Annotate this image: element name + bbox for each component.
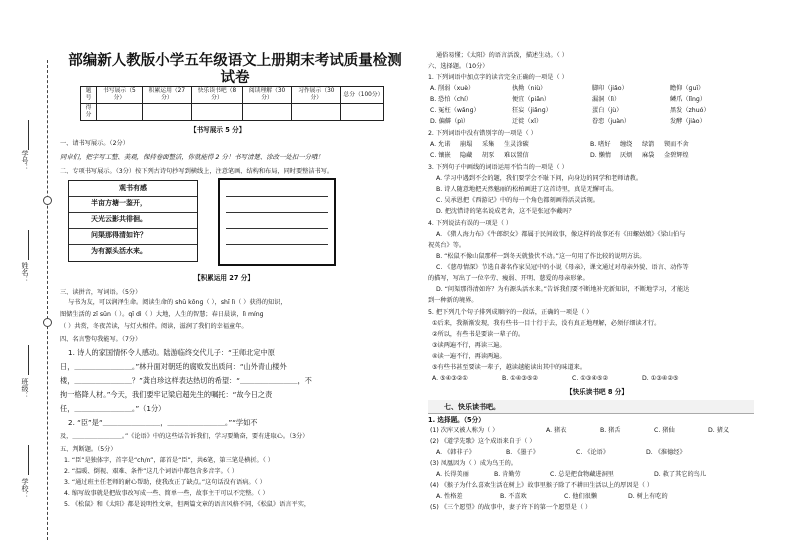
option: 绿箭 (642, 141, 655, 148)
q6-1-stem: 1. 下列词语中加点字的读音完全正确的一项是（ ） (428, 74, 568, 81)
q3-pinyin-line: 图储生活的 zī sūn（ ）。qī dì（ ）大地，人生的智慧；春日晨读，lì mínɡ (60, 311, 264, 318)
option: 狂妄（jiǎnɡ） (512, 107, 552, 114)
q6-4-option: B. “松鼠不像山鼠那样一到冬天就蛰伏不动。”这一句用了作比较的说明方法。 (436, 253, 646, 260)
option: 漏洞（lì） (592, 96, 621, 103)
option: 隐藏 (460, 152, 473, 159)
poem-line: 天光云影共徘徊。 (91, 215, 147, 223)
q2-heading: 二、专项书写展示。（3分）按下列古诗句抄写到横线上，注意笔画、结构和布局，同时要整洁书写。 (60, 168, 334, 175)
score-table-header-row (81, 87, 384, 104)
exam-title-line2: 试卷 (220, 69, 250, 86)
q4-line: 日，＿＿＿＿＿＿＿＿。”林升面对朝廷的腐败发出质问：“山外青山楼外 (60, 362, 287, 371)
q4-line: 2. “臣”是“＿＿＿＿＿＿＿＿，＿＿＿＿＿＿＿＿。”“学如不 (68, 418, 258, 427)
option: A. 《韩非子》 (436, 449, 475, 456)
binding-fill-line-2 (28, 230, 29, 260)
q7-row: (4) 《猴子为什么喜欢生活在树上》故事里猴子除了不耕田生活以上的厚因是（ ） (430, 482, 654, 489)
q4-line: 楼，＿＿＿＿＿＿＿＿？”龚自珍这样表达热切的希望：“＿＿＿＿＿＿＿＿，不 (60, 376, 312, 385)
score-table-score-row (81, 104, 384, 121)
score-header-cell: 习作展示（30分） (292, 87, 341, 104)
q6-1-option-row (430, 96, 706, 105)
q7-row: (5) 《三个愿望》的故事中，妻子许下的第一个愿望是（ ） (430, 504, 592, 511)
option: B. 猪舌 (600, 427, 621, 434)
option: 蛋白（jù） (592, 107, 623, 114)
poem-line: 半亩方塘一鉴开， (91, 199, 147, 207)
binding-fill-line-4 (28, 445, 29, 475)
q7-row: (3) 凤凰因为（ ）成为鸟王的。 (430, 460, 517, 467)
option: A. 削弱（xuè） (430, 85, 475, 92)
score-header-cell: 书写展示（5分） (96, 87, 142, 104)
score-header-cell: 题号 (81, 87, 97, 104)
q4-line: 拘一格降人材。”今天，我们要牢记梁启超先生的嘱托：“故今日之责 (60, 390, 273, 399)
section-writing-header: 【书写展示 5 分】 (190, 126, 246, 134)
binding-banji-label: 班级： (21, 378, 29, 399)
q7-row: (2) 《道学先歌》这个成语来自于（ ） (430, 438, 536, 445)
option: 崩塌 (460, 141, 473, 148)
option: A. 允诺 (430, 141, 451, 148)
option: 眷恋（juàn） (592, 118, 631, 125)
option: D. 懒惰 (590, 152, 612, 159)
option: 厌烦 (620, 152, 633, 159)
q6-heading: 六、选择题。（10分） (428, 63, 489, 70)
score-cell[interactable] (242, 104, 291, 121)
poem-line: 问渠那得清如许？ (91, 231, 147, 239)
q3-pinyin-line: （ ）共赏，冬夜苦读，与灯火相伴。阅读，滋润了我们的幸福童年。 (60, 323, 248, 330)
q7-row (436, 493, 668, 502)
option: 执拗（niù） (512, 85, 547, 92)
q6-1-option-row (430, 107, 710, 116)
q6-4-stem: 4. 下列说法有误的一项是（ ） (428, 220, 513, 227)
handwriting-answer-box[interactable] (218, 178, 336, 266)
option: C. ①③④⑤② (572, 375, 608, 382)
q6-1-option-row (430, 85, 704, 94)
q6-5-stem: 5. 把下列几个句子排列成顺序的一段话，正确的一项是（ ） (428, 309, 593, 316)
option: 锲而不舍 (664, 141, 689, 148)
binding-fill-line-3 (28, 345, 29, 375)
option: 采集 (482, 141, 495, 148)
poem-line: 为有源头活水来。 (91, 247, 147, 255)
q6-3-option: A. 学习中遇到不会的题，我们要学会不耻下问，向身边的同学和老师请教。 (436, 175, 643, 182)
option: D. ①③④②⑤ (642, 375, 679, 382)
option: B. 嗜好 (590, 141, 611, 148)
option: D. 《淮德经》 (646, 449, 686, 456)
option: A. 猪衣 (546, 427, 567, 434)
section-reading-header: 【快乐读书吧 8 分】 (566, 388, 628, 396)
q4-heading: 四、名言警句我能写。（7分） (60, 336, 142, 343)
q6-4-option: 到一种新的境界。 (428, 297, 478, 304)
q6-3-option: C. 吴承恩把《西游记》中的每一个角色都刻画得活灵活现。 (436, 197, 599, 204)
q6-5-sentence: ②所以，有些书是要读一辈子的。 (432, 331, 525, 338)
q3-pinyin-line: 与书为友，可以润泽生命。阅读生命的 shū kōnɡ（ ），shī lì（ ）获得的知识， (68, 299, 287, 306)
option: A. 长得美丽 (436, 471, 469, 478)
q5-item: 3. “通过班主任老师的耐心帮助，使我改正了缺点。”这句话没有语病。（ ） (64, 479, 266, 486)
option: A. 性格差 (436, 493, 463, 500)
q6-5-sentence: ④读一遍不行，再读两遍。 (432, 353, 506, 360)
score-header-cell: 积累运用（27分） (142, 87, 191, 104)
q6-2-option-row (430, 152, 689, 161)
exam-title-line1: 部编新人教版小学五年级语文上册期末考试质量检测 (68, 52, 402, 69)
q6-3-stem: 3. 下列句子中画线的词语运用不恰当的一项是（ ） (428, 164, 568, 171)
binding-dashed-line (47, 60, 48, 540)
score-header-cell: 快乐读书吧（8分） (191, 87, 242, 104)
q6-1-option-row (430, 118, 706, 127)
option: B. 《墨子》 (506, 449, 539, 456)
binding-xuexiao-label: 学校： (21, 478, 29, 499)
option: 脚印（jiǎo） (592, 85, 628, 92)
score-cell[interactable] (96, 104, 142, 121)
option: 胡豕 (482, 152, 495, 159)
q6-4-option: D. “问渠那得清如许？为有源头活水来。”告诉我们要不断地补充新知识，不断地学习，才能达 (436, 286, 690, 293)
q7-banner: 七、快乐读书吧。 (428, 400, 754, 414)
q5-item: 5. 《松鼠》和《太阳》都是说明性文章，但两篇文章的语言风格不同，《松鼠》语言平实， (64, 501, 311, 508)
q6-4-option: C. 《慈母情深》节选自著名作家吴冠中的小说《母亲》，课文通过对母亲外貌、语言、动作等 (436, 264, 689, 271)
option: A. ⑤④③②① (432, 375, 468, 382)
binding-fill-line-1 (28, 120, 29, 150)
option: 麻袋 (642, 152, 655, 159)
q5-item: 2. “温暖、倒视、艰难、条件”这几个词语中都包含多音字。（ ） (64, 468, 239, 475)
score-table (80, 86, 384, 121)
option: 便宜（piān） (512, 96, 551, 103)
q1-handwritten-text: 同卓们，把字写工整、美观，保持卷面整洁，你就能得 2 分！书写清楚、涂改一处扣一分哦！ (60, 153, 324, 161)
q6-4-option: 的描写，写出了一位辛劳、瘦弱、开明、慈爱的母亲形象。 (428, 275, 589, 282)
score-cell[interactable] (292, 104, 341, 121)
option: B. 恐怕（chí） (430, 96, 472, 103)
option: B. 不喜欢 (500, 493, 527, 500)
q7-row (430, 427, 729, 436)
option: 瞻仰（ɡuī） (670, 85, 705, 92)
option: D. 救了其它的鸟儿 (654, 471, 707, 478)
binding-xuehao-label: 学号： (21, 150, 29, 171)
score-header-cell: 总分（100分） (341, 87, 384, 104)
q6-2-stem: 2. 下列词语中没有错别字的一项是（ ） (428, 130, 537, 137)
q1-heading: 一、请书写展示。（2分） (60, 140, 129, 147)
q7-row (436, 471, 706, 480)
option: C. 镶嵌 (430, 152, 451, 159)
section-accumulate-header: 【积累运用 27 分】 (194, 274, 254, 282)
option: C. 《论语》 (576, 449, 610, 456)
q6-5-sentence: ③读两遍不行，再读三遍。 (432, 342, 506, 349)
q6-4-option: A. 《猎人海力布》《牛郎织女》都属于民间故事，像这样的故事还有《田螺姑娘》《梁山伯与 (436, 231, 686, 238)
poem-title: 观书有感 (119, 184, 147, 192)
score-row-label: 得分 (81, 104, 97, 121)
q7-row-text: (1) 次库又被人称为（ ） (430, 427, 499, 434)
q6-5-option-row (432, 375, 678, 384)
score-cell[interactable] (142, 104, 191, 121)
q6-4-option: 祝英台》等。 (428, 242, 466, 249)
option: C. 总是把食物藏进洞里 (550, 471, 614, 478)
option: 生灵涂碳 (504, 141, 529, 148)
q7-1-heading: 1. 选择题。（5分） (428, 416, 485, 424)
option: 难以置信 (504, 152, 529, 159)
option: 黑发（zhuó） (670, 107, 710, 114)
score-header-cell: 阅读理解（30分） (242, 87, 291, 104)
score-cell[interactable] (191, 104, 242, 121)
q6-2-option-row (430, 141, 689, 150)
option: D. 猪义 (708, 427, 730, 434)
q5-heading: 五、判断题。（5分） (60, 446, 117, 453)
option: D. 偏僻（pì） (430, 118, 470, 125)
option: 发酵（jiào） (670, 118, 706, 125)
binding-xingming-label: 姓名： (21, 262, 29, 283)
option: 迁徙（xǐ） (512, 118, 543, 125)
q4-line: 1. 诗人的家国情怀令人感动。陆游临终交代儿子：“王师北定中原 (68, 348, 275, 357)
q7-row (436, 449, 686, 458)
binding-hole-2 (43, 318, 52, 327)
q3-heading: 三、读拼音，写词语。（5分） (60, 289, 142, 296)
q5-item: 4. 缩写故事就是把故事改写成一些、简单一些，故事主干可以不完整。（ ） (64, 490, 269, 497)
q6-5-sentence: ⑤有些书甚至要读一辈子，越读越能读出其中的味道来。 (432, 364, 587, 371)
option: 金碧辉煌 (664, 152, 689, 159)
option: 鳞爪（lǐnɡ） (670, 96, 707, 103)
option: B. ①④③⑤② (502, 375, 538, 382)
option: C. 冤枉（wǎnɡ） (430, 107, 480, 114)
q4-line: 任，＿＿＿＿＿＿＿＿。”（1分） (60, 404, 166, 413)
q5-continuation: 通俗易懂；《太阳》的语言活泼，描述生动。（ ） (436, 52, 568, 59)
option: C. 他们很懒 (564, 493, 598, 500)
score-cell[interactable] (341, 104, 384, 121)
q4-line: 及，＿＿＿＿＿＿＿＿。”《论语》中的这些话告诉我们，学习要勤奋，要有进取心。（3分） (60, 433, 309, 440)
binding-hole-1 (43, 196, 52, 205)
option: C. 猪仙 (654, 427, 675, 434)
option: B. 肯勤劳 (494, 471, 521, 478)
q6-3-option: B. 诗人随意地把天然魅丽的松柏画进了这首诗里，真是无懈可击。 (436, 186, 618, 193)
option: D. 树上有吃的 (628, 493, 668, 500)
q6-3-option: D. 把沈惜诗的笔名说成老舍，这不是张冠李戴吗？ (436, 208, 575, 215)
poem-copy-box (68, 180, 198, 262)
q5-item: 1. “臣”是独体字，首字是“ch/n”，部首是“臣”，共6笔，第三笔是横折。（ ） (64, 457, 274, 464)
q6-5-sentence: ①后来，我渐渐发现，我有些书一目十行于去，没有真正地理解，必须仔细读才行。 (432, 320, 661, 327)
option: 缠绕 (620, 141, 633, 148)
